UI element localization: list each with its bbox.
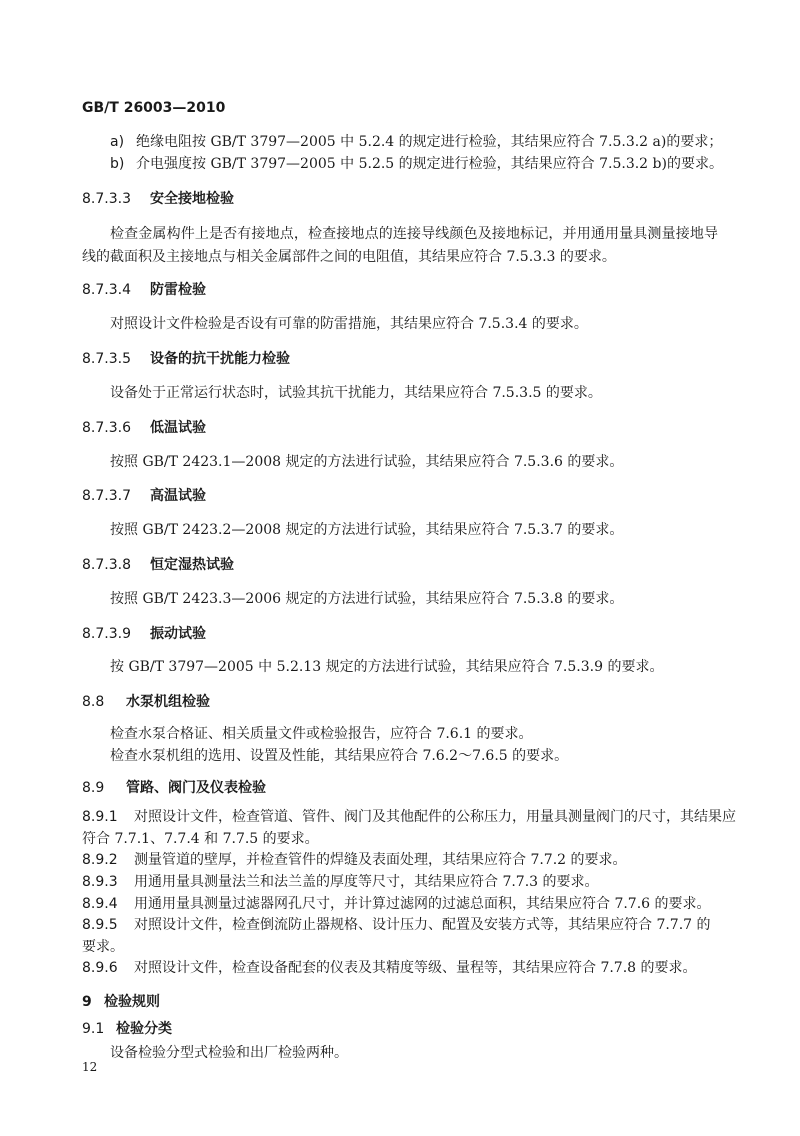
list-item [110,133,722,151]
clause [82,873,599,891]
subsection-number: 9.1 [82,1021,105,1037]
section-heading [82,190,234,208]
clause-number: 8.9.6 [82,960,118,976]
section-title: 恒定湿热试验 [150,557,234,573]
clause [82,895,711,913]
list-item [110,155,723,173]
section-heading [82,625,206,643]
paragraph-line: 检查金属构件上是否有接地点，检查接地点的连接导线颜色及接地标记，并用通用量具测量接地导 [110,226,718,242]
section-heading [82,556,234,574]
clause-text: 测量管道的壁厚，并检查管件的焊缝及表面处理，其结果应符合 7.7.2 的要求。 [134,852,627,868]
clause-text: 对照设计文件，检查管道、管件、阀门及其他配件的公称压力，用量具测量阀门的尺寸，其结果应 [134,809,736,825]
chapter-title: 检验规则 [104,994,160,1010]
section-number: 8.7.3.5 [82,351,131,367]
section-title: 高温试验 [150,488,206,504]
clause [82,808,736,826]
document-header: GB/T 26003—2010 [82,100,226,116]
section-title: 低温试验 [150,420,206,436]
paragraph-line: 设备检验分型式检验和出厂检验两种。 [110,1045,348,1061]
section-title: 管路、阀门及仪表检验 [126,780,266,796]
section-number: 8.7.3.6 [82,420,131,436]
section-number: 8.7.3.4 [82,282,131,298]
clause [82,851,627,869]
list-marker: a) [110,134,125,150]
clause-number: 8.9.2 [82,852,118,868]
section-title: 安全接地检验 [150,191,234,207]
section-heading [82,350,290,368]
clause-number: 8.9.1 [82,809,118,825]
subsection-heading [82,1020,172,1038]
section-heading [82,487,206,505]
clause-number: 8.9.4 [82,896,118,912]
section-heading [82,419,206,437]
list-text: 介电强度按 GB/T 3797—2005 中 5.2.5 的规定进行检验，其结果应符合 7.5.3.2 b)的要求。 [136,156,723,172]
clause-number: 8.9.5 [82,917,118,933]
section-title: 振动试验 [150,626,206,642]
section-number: 8.9 [82,780,105,796]
section-number: 8.7.3.7 [82,488,131,504]
clause-text: 用通用量具测量法兰和法兰盖的厚度等尺寸，其结果应符合 7.7.3 的要求。 [134,874,599,890]
section-heading [82,779,266,797]
section-heading [82,693,210,711]
section-number: 8.7.3.3 [82,191,131,207]
clause-text: 对照设计文件，检查倒流防止器规格、设计压力、配置及安装方式等，其结果应符合 7.7.7 的 [134,917,711,933]
paragraph-line: 按 GB/T 3797—2005 中 5.2.13 规定的方法进行试验，其结果应符合 7.5.3.9 的要求。 [110,659,664,675]
clause-number: 8.9.3 [82,874,118,890]
clause [82,916,711,934]
clause-continuation: 要求。 [82,939,124,955]
chapter-number: 9 [82,994,92,1010]
section-title: 设备的抗干扰能力检验 [150,351,290,367]
paragraph-line: 检查水泵合格证、相关质量文件或检验报告，应符合 7.6.1 的要求。 [110,726,533,742]
section-number: 8.7.3.8 [82,557,131,573]
clause-text: 对照设计文件，检查设备配套的仪表及其精度等级、量程等，其结果应符合 7.7.8 的要求。 [134,960,697,976]
page-number: 12 [82,1060,98,1074]
section-number: 8.8 [82,694,105,710]
paragraph-line: 检查水泵机组的选用、设置及性能，其结果应符合 7.6.2～7.6.5 的要求。 [110,748,569,764]
paragraph-line: 设备处于正常运行状态时，试验其抗干扰能力，其结果应符合 7.5.3.5 的要求。 [110,385,602,401]
paragraph-line: 按照 GB/T 2423.2—2008 规定的方法进行试验，其结果应符合 7.5.3.7 的要求。 [110,522,624,538]
paragraph-line: 按照 GB/T 2423.1—2008 规定的方法进行试验，其结果应符合 7.5.3.6 的要求。 [110,454,624,470]
paragraph-line: 对照设计文件检验是否设有可靠的防雷措施，其结果应符合 7.5.3.4 的要求。 [110,316,588,332]
section-title: 防雷检验 [150,282,206,298]
section-heading [82,281,206,299]
clause [82,959,697,977]
chapter-heading [82,993,160,1011]
clause-text: 用通用量具测量过滤器网孔尺寸，并计算过滤网的过滤总面积，其结果应符合 7.7.6 的要求。 [134,896,711,912]
subsection-title: 检验分类 [116,1021,172,1037]
section-number: 8.7.3.9 [82,626,131,642]
list-text: 绝缘电阻按 GB/T 3797—2005 中 5.2.4 的规定进行检验，其结果应符合 7.5.3.2 a)的要求； [136,134,723,150]
list-marker: b) [110,156,125,172]
paragraph-line: 线的截面积及主接地点与相关金属部件之间的电阻值，其结果应符合 7.5.3.3 的要求。 [82,249,616,265]
paragraph-line: 按照 GB/T 2423.3—2006 规定的方法进行试验，其结果应符合 7.5.3.8 的要求。 [110,591,624,607]
section-title: 水泵机组检验 [126,694,210,710]
clause-continuation: 符合 7.7.1、7.7.4 和 7.7.5 的要求。 [82,831,319,847]
